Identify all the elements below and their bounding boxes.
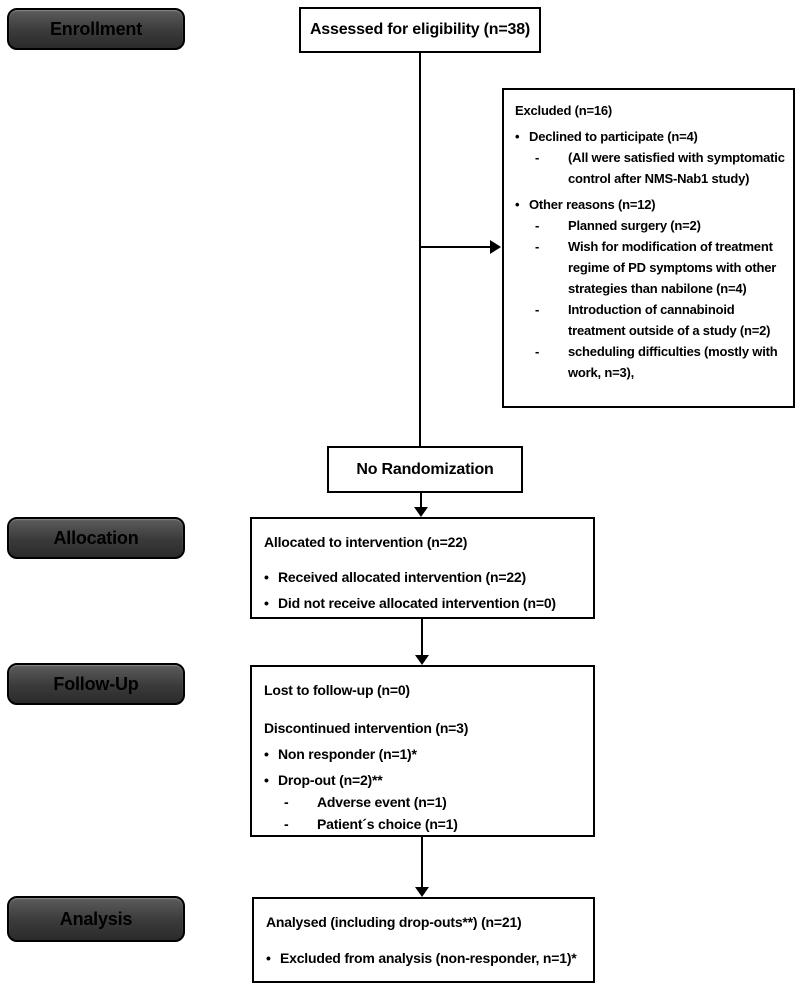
box-title: Excluded (n=16) [515,103,613,118]
item-text: Non responder (n=1)* [278,746,417,762]
item-text: Declined to participate (n=4) [529,129,698,144]
item-marker: - [535,302,540,317]
item-marker: • [515,129,520,144]
box-subtitle: Discontinued intervention (n=3) [264,720,469,736]
arrowhead-to-allocated-icon [414,507,428,517]
item-text: Planned surgery (n=2) [568,218,701,233]
item-text: Adverse event (n=1) [317,794,447,810]
item-marker: - [535,150,540,165]
stage-label-follow-up [7,663,185,705]
list-item [515,147,785,189]
item-text: Did not receive allocated intervention (n=0) [278,595,556,611]
item-marker: • [264,772,269,788]
list-item [264,566,585,588]
item-marker: - [535,344,540,359]
list-item [515,236,785,299]
item-marker: • [264,569,269,585]
item-text: Wish for modification of treatment regime of PD symptoms with other strategies than nabilone (n=4) [568,239,777,296]
stage-label-enrollment [7,8,185,50]
list-item [515,126,785,147]
connector-randomization-to-allocated [420,493,422,508]
box-title: Analysed (including drop-outs**) (n=21) [266,914,522,930]
item-marker: • [515,197,520,212]
stage-label-text: Allocation [53,527,139,548]
analysed-box [252,897,595,983]
box-title: Assessed for eligibility (n=38) [309,21,531,38]
list-item [515,215,785,236]
connector-assessed-to-randomization [419,53,421,446]
stage-label-analysis [7,896,185,942]
analysed-item-list [266,947,585,969]
item-text: Patient´s choice (n=1) [317,816,458,832]
list-item [266,947,585,969]
connector-allocated-to-followup [421,619,423,656]
list-item [264,769,585,791]
list-item [264,813,585,835]
box-title: Allocated to intervention (n=22) [264,534,468,550]
item-text: Excluded from analysis (non-responder, n=1)* [280,950,577,966]
item-text: scheduling difficulties (mostly with work, n=3), [568,344,778,380]
item-marker: - [535,239,540,254]
excluded-box [502,88,795,408]
item-text: (All were satisfied with symptomatic control after NMS-Nab1 study) [568,150,785,186]
list-item [515,341,785,383]
allocated-box [250,517,595,619]
arrowhead-to-excluded-icon [490,240,501,254]
item-marker: - [284,794,289,810]
box-title: Lost to follow-up (n=0) [264,682,410,698]
follow-up-box [250,665,595,837]
follow-up-item-list [264,743,585,835]
item-marker: - [535,218,540,233]
stage-label-text: Enrollment [49,18,142,39]
allocated-item-list [264,566,585,614]
list-item [515,299,785,341]
stage-label-allocation [7,517,185,559]
list-item [264,791,585,813]
item-text: Other reasons (n=12) [529,197,656,212]
assessed-eligibility-box [299,7,541,53]
excluded-item-list [515,126,785,383]
item-text: Drop-out (n=2)** [278,772,383,788]
no-randomization-box [327,446,523,493]
stage-label-text: Analysis [59,908,133,929]
list-item [515,194,785,215]
list-item [264,592,585,614]
arrowhead-to-followup-icon [415,655,429,665]
item-marker: • [264,595,269,611]
item-text: Received allocated intervention (n=22) [278,569,526,585]
item-text: Introduction of cannabinoid treatment outside of a study (n=2) [568,302,771,338]
connector-branch-to-excluded [420,246,490,248]
connector-followup-to-analysed [421,837,423,888]
item-marker: • [266,950,271,966]
list-item [264,743,585,765]
arrowhead-to-analysed-icon [415,887,429,897]
box-title: No Randomization [356,460,494,478]
item-marker: • [264,746,269,762]
stage-label-text: Follow-Up [53,673,139,694]
item-marker: - [284,816,289,832]
